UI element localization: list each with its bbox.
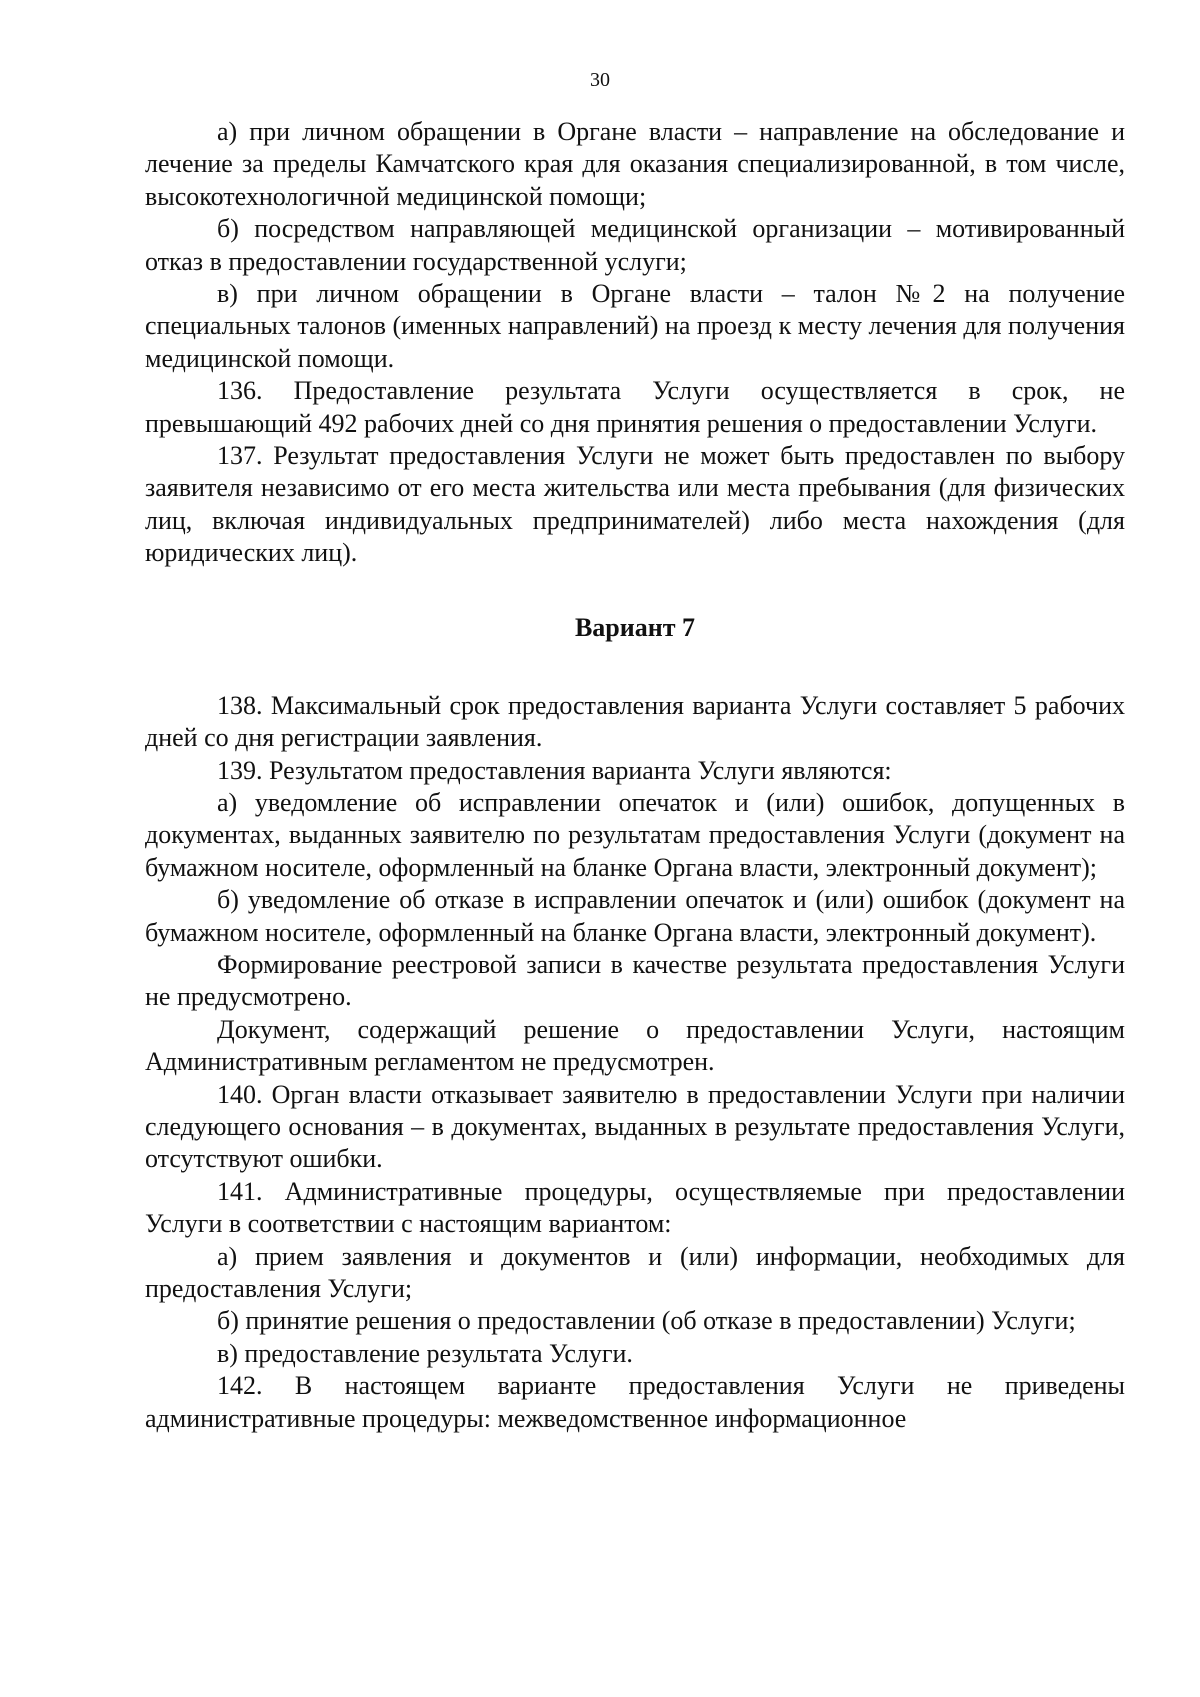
paragraph-139: 139. Результатом предоставления варианта Услуги являются: — [217, 755, 892, 785]
paragraph-141: 141. Административные процедуры, осуществляемые при предоставлении Услуги в соответствии с настоящим вариантом: — [145, 1176, 1125, 1239]
paragraph-decision-document: Документ, содержащий решение о предоставлении Услуги, настоящим Административным регламентом не предусмотрен. — [145, 1014, 1125, 1077]
paragraph-141-a: а) прием заявления и документов и (или) информации, необходимых для предоставления Услуги; — [145, 1241, 1125, 1303]
paragraph-result-a: а) при личном обращении в Органе власти – направление на обследование и лечение за пределы Камчатского края для оказания специализированной, в том числе, высокотехнологичной медицинской помощи; — [145, 117, 1125, 211]
document-body — [145, 116, 1125, 1435]
paragraph-result-v: в) при личном обращении в Органе власти – талон №2 на получение специальных талонов (именных направлений) на проезд к месту лечения для получения медицинской помощи. — [145, 279, 1125, 373]
paragraph-139-a: а) уведомление об исправлении опечаток и (или) ошибок, допущенных в документах, выданных заявителю по результатам предоставления Услуги (документ на бумажном носителе, оформленный на бланке Органа власти, электронный документ); — [145, 787, 1125, 882]
paragraph-141-b: б) принятие решения о предоставлении (об отказе в предоставлении) Услуги; — [217, 1306, 1076, 1336]
paragraph-result-b: б) посредством направляющей медицинской организации – мотивированный отказ в предоставлении государственной услуги; — [145, 214, 1125, 276]
paragraph-139-b: б) уведомление об отказе в исправлении опечаток и (или) ошибок (документ на бумажном носителе, оформленный на бланке Органа власти, электронный документ). — [145, 885, 1125, 947]
paragraph-137: 137. Результат предоставления Услуги не может быть предоставлен по выбору заявителя независимо от его места жительства или места пребывания (для физических лиц, включая индивидуальных предпринимателей) либо места нахождения (для юридических лиц). — [145, 441, 1125, 568]
paragraph-136: 136. Предоставление результата Услуги осуществляется в срок, не превышающий 492 рабочих дней со дня принятия решения о предоставлении Услуги. — [145, 376, 1125, 438]
paragraph-142: 142. В настоящем варианте предоставления Услуги не приведены административные процедуры: межведомственное информационное — [145, 1371, 1125, 1433]
paragraph-140: 140. Орган власти отказывает заявителю в предоставлении Услуги при наличии следующего основания – в документах, выданных в результате предоставления Услуги, отсутствуют ошибки. — [145, 1079, 1125, 1174]
paragraph-141-v: в) предоставление результата Услуги. — [217, 1338, 633, 1368]
page-number: 30 — [590, 69, 610, 91]
paragraph-registry-record: Формирование реестровой записи в качестве результата предоставления Услуги не предусмотрено. — [145, 949, 1125, 1012]
paragraph-138: 138. Максимальный срок предоставления варианта Услуги составляет 5 рабочих дней со дня регистрации заявления. — [145, 690, 1125, 753]
section-heading-variant-7: Вариант 7 — [574, 612, 696, 642]
